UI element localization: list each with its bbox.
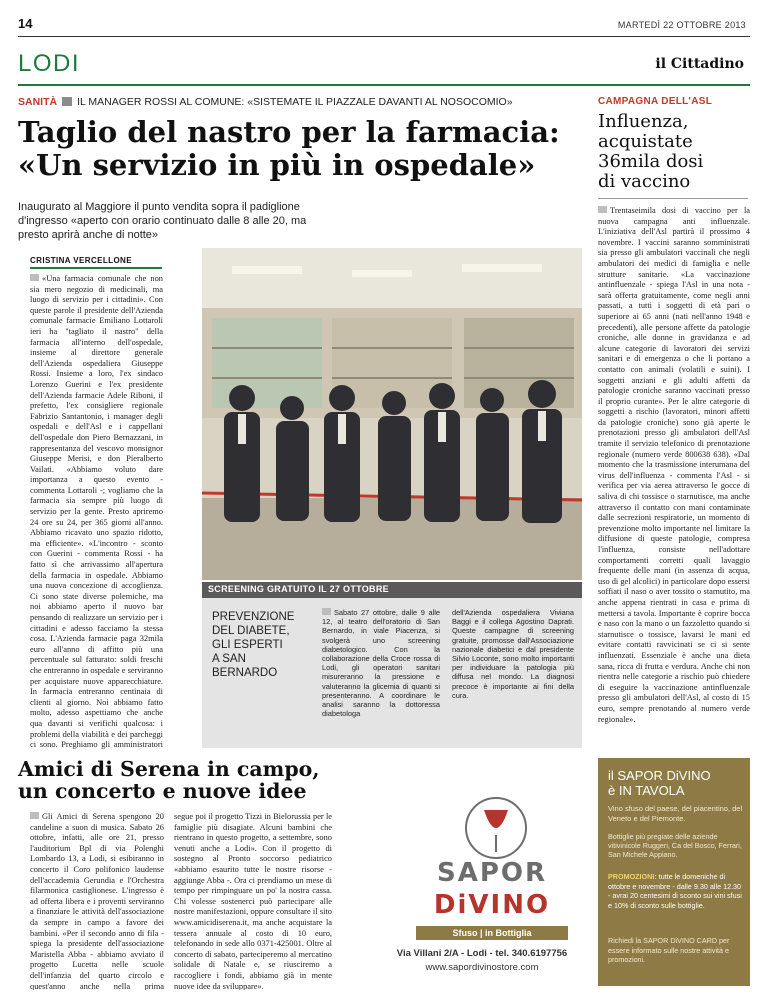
paragraph-marker-icon xyxy=(598,206,607,213)
ad-logo-top: SAPOR xyxy=(436,858,548,888)
kicker-text: IL MANAGER ROSSI AL COMUNE: «SISTEMATE IL PIAZZALE DAVANTI AL NOSOCOMIO» xyxy=(77,96,513,108)
date-line: MARTEDÌ 22 OTTOBRE 2013 xyxy=(617,20,746,30)
amici-column-1 xyxy=(30,812,164,990)
flu-headline-line-2: acquistate xyxy=(598,131,693,152)
flu-headline-line-3: 36mila dosi xyxy=(598,151,704,172)
ad-website[interactable]: www.sapordivinostore.com xyxy=(425,962,539,973)
screening-title-line-3: GLI ESPERTI xyxy=(212,639,283,651)
ad-banner-text-1: Vino sfuso del paese, del piacentino, del Veneto e del Piemonte. xyxy=(608,804,743,823)
amici-headline xyxy=(18,758,348,802)
amici-col2-text: segue poi il progetto Tizzi in Bielorussia per le famiglie più disagiate. Alcuni bambini che rientrano in questo progetto, a settembre, sono venuti anche a Lodi». Con il progetto di sostegno al Pronto soccorso pediatrico «abbiamo esaurito tutte le nostre risorse - aggiunge Abba -. Ora ci prendiamo un mese di tempo per rimpinguare un po' la nostra cassa. Chi volesse sostenerci può partecipare alle nostre manifestazioni, oppure consultare il sito www.amicidiserena.it, ma anche acquistare la tessera annuale al costo di 10 euro, telefonando in sede allo 0371-425001. Oltre al concerto di sabato, parteciperemo al mercatino solidale di Natale e, se riusciremo a raccogliere i fondi, abbiamo già in mente nuove idee da sviluppare». xyxy=(174,812,332,990)
flu-rule xyxy=(598,198,748,199)
ribbon-cutting-photo xyxy=(202,248,582,580)
newspaper-name: il Cittadino xyxy=(655,56,744,72)
flu-headline-line-1: Influenza, xyxy=(598,111,689,132)
page-number: 14 xyxy=(18,16,33,31)
screening-column-1 xyxy=(322,608,440,742)
wine-glass-logo-icon xyxy=(426,790,566,860)
kicker-separator-icon xyxy=(62,97,72,106)
flu-article-body xyxy=(598,206,750,750)
ad-promo-text: tutte le domeniche di ottobre e novembre - dalle 9.30 alle 12.30 - avrai 20 centesimi di sconto sui vini sfusi e 10% di sconto sulle bottiglie. xyxy=(608,872,742,910)
photo-illustration xyxy=(202,248,582,580)
section-title: LODI xyxy=(18,50,81,77)
ad-banner xyxy=(598,758,750,986)
screening-title-line-2: DEL DIABETE, xyxy=(212,625,290,637)
ad-banner-title xyxy=(608,768,744,798)
article-kicker xyxy=(18,96,513,108)
screening-column-2 xyxy=(452,608,574,742)
top-rule xyxy=(18,36,750,37)
flu-headline-line-4: di vaccino xyxy=(598,171,691,192)
amici-headline-line-1: Amici di Serena in campo, xyxy=(18,757,320,781)
headline-line-2: «Un servizio in più in ospedale» xyxy=(18,148,536,182)
ad-logo-tagline: Sfuso | in Bottiglia xyxy=(416,926,568,940)
section-rule xyxy=(18,84,750,86)
screening-col1-text: Sabato 27 ottobre, dalle 9 alle 12, al teatro dell'oratorio di San Bernardo, in viale Piacenza, si svolgerà uno screening diabetologico. Con la collaborazione della Croce rossa di Lodi, gli operatori sanitari misureranno la pressione e valuteranno la glicemia di quanti si presenteranno. A coordinare le analisi saranno la dottoressa diabetologa xyxy=(322,608,440,719)
ad-banner-text-2: Bottiglie più pregiate delle aziende vitivinicole Ruggeri, Ca del Bosco, Ferrari, San Michele Appiano. xyxy=(608,832,742,860)
subheadline: Inaugurato al Maggiore il punto vendita sopra il padiglione d'ingresso «aperto con orario continuato dalle 8 alle 20, ma presto aprirà anche di notte» xyxy=(18,201,307,241)
paragraph-marker-icon xyxy=(30,812,39,819)
ad-promo-label: PROMOZIONI: xyxy=(608,872,657,881)
screening-title-line-4: A SAN BERNARDO xyxy=(212,653,278,679)
paragraph-marker-icon xyxy=(322,608,331,615)
amici-column-2 xyxy=(174,812,332,990)
amici-col1-text: Gli Amici di Serena spengono 20 candeline a suon di musica. Sabato 26 ottobre, infatti, alle ore 21, presso l'auditorium Bpl di via Polenghi Lombardo 13, a Lodi, si esibiranno in concerto il Coro polifonico laudense dell'accademia Gerundia e l'Orchestra filarmonica castiglionese. L'ingresso è ad offerta libera e i proventi serviranno a finanziare le attività dell'associazione da sempre in campo a favore dei bambini. «Per il secondo anno di fila - spiega la presidente dell'associazione Maristella Abba - abbiamo avviato il progetto Lucetta nelle scuole dell'infanzia del quarto circolo e quest'anno anche nella prima xyxy=(30,812,164,990)
amici-headline-line-2: un concerto e nuove idee xyxy=(18,779,307,803)
main-headline xyxy=(18,116,588,182)
ad-logo-bottom: DiVINO xyxy=(433,890,551,920)
screening-title xyxy=(212,610,310,680)
ad-card-text: Richiedi la SAPOR DiVINO CARD per essere informato sulle nostre attività e promozioni. xyxy=(608,936,730,964)
ad-banner-title-line-1: il SAPOR DiVINO xyxy=(608,768,711,783)
ad-promo xyxy=(608,872,744,910)
ad-address: Via Villani 2/A - Lodi - tel. 340.6197756 xyxy=(396,948,568,959)
ad-banner-title-line-2: è IN TAVOLA xyxy=(608,783,685,798)
screening-label: SCREENING GRATUITO IL 27 OTTOBRE xyxy=(208,584,389,594)
flu-headline xyxy=(598,112,748,192)
flu-body-text: Trentaseimila dosi di vaccino per la nuova campagna anti influenzale. L'iniziativa dell'Asl partirà il prossimo 4 novembre. I vaccini saranno somministrati sia presso gli ambulatori vaccinali che negli ambulatori dei medici di famiglia e nelle strutture sanitarie. «La vaccinazione antinfluenzale - spiega l'Asl in una nota - sarà offerta gratuitamente, come negli anni passati, a tutti i soggetti di età pari o superiore ai 65 anni (nati nell'anno 1948 e precedenti), alle persone affette da patologie croniche, alle donne in gravidanza e ad alcune categorie di lavoratori dei servizi sanitari e di emergenza o che li portano a contatto con animali (volatili e suini). I soggetti anziani e gli adulti affetti da patologie croniche saranno vaccinati presso il proprio curante». Per le altre categorie di soggetti a rischio (lavoratori, minori affetti da patologie croniche) sono già aperte le prenotazioni presso gli ambulatori dell'Asl tramite il servizio telefonico di prenotazione regionale (numero verde 800638 638). «Dal momento che la trasmissione interumana del virus dell'influenza - commenta l'Asl - si verifica per via aerea attraverso le gocce di saliva di chi tossisce o starnutisce, ma anche attraverso il contatto con mani contaminate dalle secrezioni respiratorie, un momento di prevenzione molto importante nel limitare la diffusione di queste patologie, compresa l'influenza, consiste nell'adottare comportamenti corretti quali lavaggio frequente delle mani (in assenza di acqua, uso di gel alcolici) in particolare dopo essersi soffiati il naso o aver tossito o starnutito, ma anche appena rientrati in casa e prima di mettersi a tavola. Importante è coprire bocca e naso con la mano o un fazzoletto quando si starnutisce o tossisce, lavarsi le mani ed evitare contatti ravvicinati se ci si sente influenzati. Essenziale è anche una dieta sana, ricca di frutta e verdura. Anche chi non rientra nelle categorie a rischio può chiedere di eseguire la vaccinazione antinfluenzale presso gli ambulatori dell'Asl, al costo di 15 euro, sempre prenotando al numero verde regionale». xyxy=(598,206,750,724)
screening-col2-text: dell'Azienda ospedaliera Viviana Baggi e il collega Agostino Daprati. Queste campagne di screening gratuite, promosse dall'Associazione nazionale diabetici e dal presidente Silvio Loconte, sono molto importanti per individuare la patologia più diffusa nel mondo. La diagnosi precoce è importante ai fini della cura. xyxy=(452,608,574,700)
byline: CRISTINA VERCELLONE xyxy=(30,256,162,269)
paragraph-marker-icon xyxy=(30,274,39,281)
main-article-column-1 xyxy=(30,274,163,750)
headline-line-1: Taglio del nastro per la farmacia: xyxy=(18,115,560,149)
flu-kicker: CAMPAGNA DELL'ASL xyxy=(598,96,713,107)
screening-title-line-1: PREVENZIONE xyxy=(212,611,295,623)
kicker-tag: SANITÀ xyxy=(18,96,58,108)
main-col1-text: «Una farmacia comunale che non sia mero negozio di medicinali, ma luogo di servizio per i cittadini». Con queste parole il presidente dell'Azienda comunale farmacie Emiliano Lottaroli ieri ha "tagliato il nastro" della farmacia all'interno dell'ospedale, insieme al direttore generale dell'Azienda ospedaliera Giuseppe Rossi. Insieme a loro, l'ex sindaco Lorenzo Guerini e l'ex presidente dell'Azienda farmacie Adele Riboni, il prefetto, l'ex consigliere regionale Fabrizio Santantonio, i manager degli ospedali e dell'Asl e i cappellani dell'ospedale don Piero Bernazzani, in rappresentanza del vescovo monsignor Giuseppe Merisi, e don Pieralberto Vailati. «Abbiamo voluto dare importanza a questo evento - commenta Lottaroli -; vogliamo che la farmacia sia sempre più luogo di servizio per la gente. Presto apriremo 24 ore su 24, per 365 giorni all'anno. Abbiamo ricavato uno spazio ridotto, ma efficiente». «L'incontro - sconto con Guerini - commenta Rossi - ha fatto sì che arrivassimo all'apertura della farmacia in ospedale. Abbiamo una nuova concezione di accoglienza. Ci sono state diverse polemiche, ma noi abbiamo aperto il nuovo bar pensando di realizzare un servizio per i cittadini e adesso facciamo la stessa cosa. L'Azienda farmacie paga 32mila euro all'anno di affitto più una percentuale sul fatturato: soldi freschi che entreranno in ospedale e serviranno per acquistare nuove apparecchiature. In farmacia entreranno centinaia di clienti al giorno. Noi abbiamo fatto molto, adesso aspettiamo che anche qua davanti si verifichi qualcosa: i problemi della viabilità e dei parcheggi ci sono. Preghiamo gli amministratori xyxy=(30,274,163,750)
